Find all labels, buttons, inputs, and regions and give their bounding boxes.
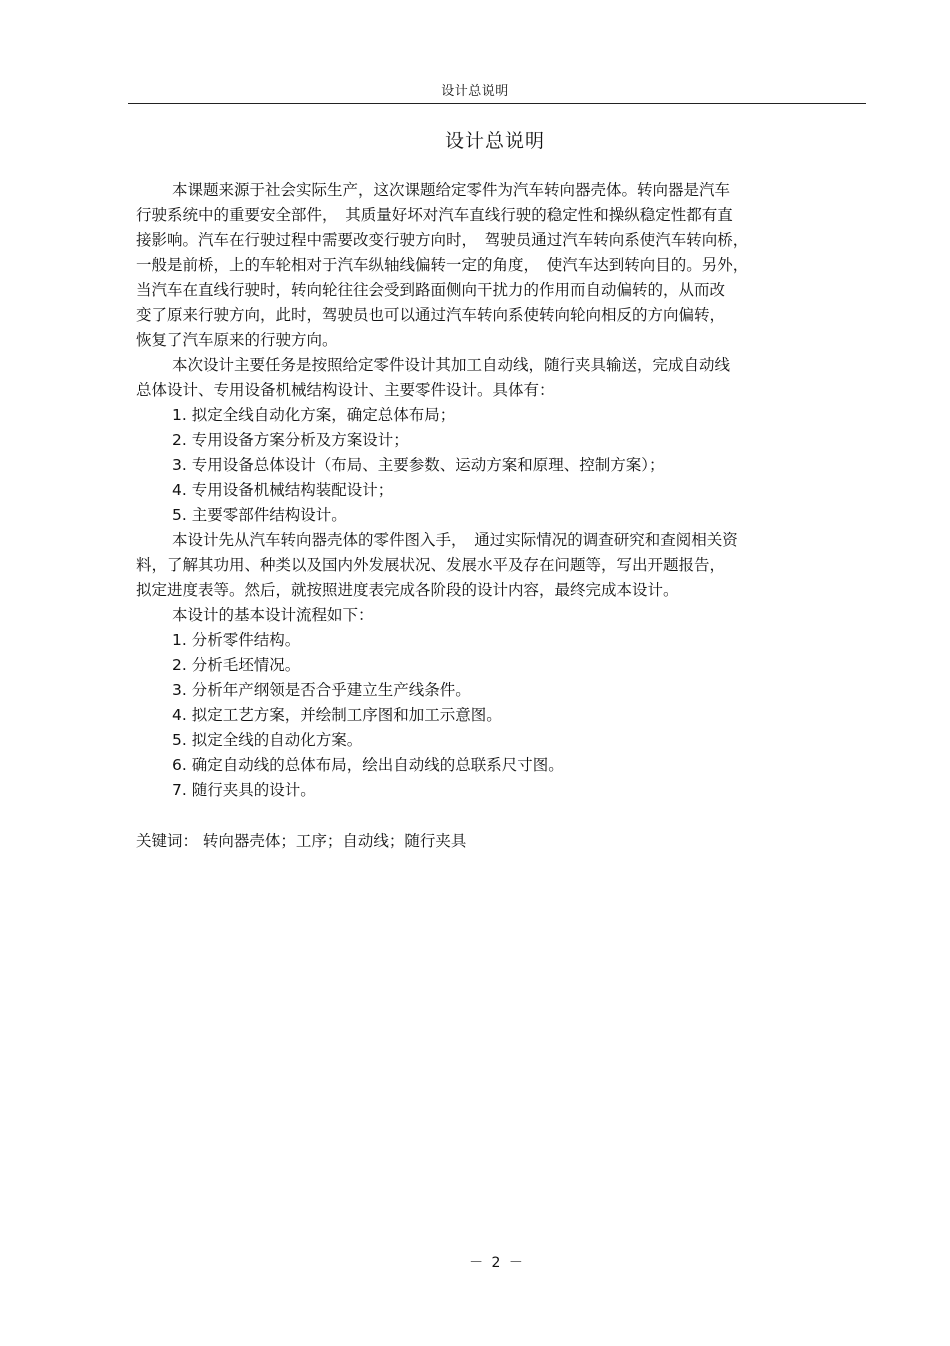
task-list-item: 1. 拟定全线自动化方案，确定总体布局； <box>172 406 456 424</box>
page-title: 设计总说明 <box>444 130 545 152</box>
paragraph-line: 本次设计主要任务是按照给定零件设计其加工自动线，随行夹具输送，完成自动线 <box>172 356 731 374</box>
page-number: － 2 － <box>469 1255 525 1271</box>
task-list-item: 2. 专用设备方案分析及方案设计； <box>172 431 409 449</box>
paragraph-line: 料，了解其功用、种类以及国内外发展状况、发展水平及存在问题等，写出开题报告， <box>136 556 726 574</box>
paragraph-line: 本设计的基本设计流程如下： <box>172 606 374 624</box>
flow-list-item: 2. 分析毛坯情况。 <box>172 656 301 674</box>
keywords: 关键词： 转向器壳体；工序；自动线；随行夹具 <box>136 832 467 850</box>
flow-list-item: 6. 确定自动线的总体布局，绘出自动线的总联系尺寸图。 <box>172 756 564 774</box>
flow-list-item: 1. 分析零件结构。 <box>172 631 301 649</box>
paragraph-line: 一般是前桥，上的车轮相对于汽车纵轴线偏转一定的角度， 使汽车达到转向目的。另外， <box>136 256 749 274</box>
task-list-item: 4. 专用设备机械结构装配设计； <box>172 481 394 499</box>
task-list-item: 5. 主要零部件结构设计。 <box>172 506 347 524</box>
flow-list-item: 5. 拟定全线的自动化方案。 <box>172 731 363 749</box>
paragraph-line: 变了原来行驶方向，此时，驾驶员也可以通过汽车转向系使转向轮向相反的方向偏转， <box>136 306 726 324</box>
flow-list-item: 4. 拟定工艺方案，并绘制工序图和加工示意图。 <box>172 706 502 724</box>
paragraph-line: 当汽车在直线行驶时，转向轮往往会受到路面侧向干扰力的作用而自动偏转的，从而改 <box>136 281 726 299</box>
paragraph-line: 本设计先从汽车转向器壳体的零件图入手， 通过实际情况的调查研究和查阅相关资 <box>172 531 738 549</box>
paragraph-line: 恢复了汽车原来的行驶方向。 <box>136 331 338 349</box>
paragraph-line: 总体设计、专用设备机械结构设计、主要零件设计。具体有： <box>136 381 555 399</box>
task-list-item: 3. 专用设备总体设计（布局、主要参数、运动方案和原理、控制方案）； <box>172 456 665 474</box>
paragraph-line: 本课题来源于社会实际生产，这次课题给定零件为汽车转向器壳体。转向器是汽车 <box>172 181 731 199</box>
flow-list-item: 7. 随行夹具的设计。 <box>172 781 316 799</box>
header-rule <box>128 103 866 104</box>
paragraph-line: 接影响。汽车在行驶过程中需要改变行驶方向时， 驾驶员通过汽车转向系使汽车转向桥， <box>136 231 749 249</box>
paragraph-line: 行驶系统中的重要安全部件， 其质量好坏对汽车直线行驶的稳定性和操纵稳定性都有直 <box>136 206 733 224</box>
paragraph-line: 拟定进度表等。然后，就按照进度表完成各阶段的设计内容，最终完成本设计。 <box>136 581 679 599</box>
flow-list-item: 3. 分析年产纲领是否合乎建立生产线条件。 <box>172 681 471 699</box>
running-header: 设计总说明 <box>441 84 509 99</box>
